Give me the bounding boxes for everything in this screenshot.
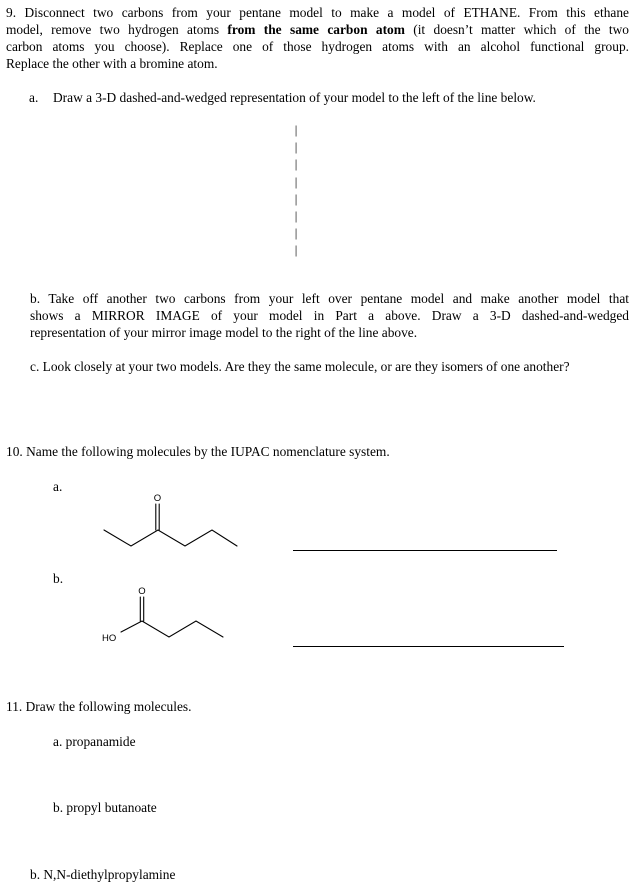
divider-mark: |: [294, 139, 298, 155]
q9b-line-1: b. Take off another two carbons from your left over pentane model and make another model that: [30, 291, 629, 306]
q11b-text: b. propyl butanoate: [53, 800, 157, 815]
q9a-text: Draw a 3-D dashed-and-wedged representation of your model to the left of the line below.: [53, 90, 536, 105]
divider-mark: |: [294, 122, 298, 137]
divider-mark: |: [294, 190, 298, 206]
molecule-a-oxygen: O: [153, 493, 162, 504]
divider-mark: |: [294, 173, 298, 189]
q9-line-4: Replace the other with a bromine atom.: [6, 56, 218, 71]
divider-mark: |: [294, 225, 298, 241]
q11-title: 11. Draw the following molecules.: [6, 699, 192, 714]
q9-bold-phrase: from the same carbon atom: [227, 22, 405, 37]
molecule-a-chain: [104, 530, 237, 546]
molecule-b-chain: [121, 621, 223, 637]
q10a-label: a.: [53, 479, 63, 494]
divider-mark: |: [294, 242, 298, 258]
q9c-text: c. Look closely at your two models. Are they the same molecule, or are they isomers of one another?: [30, 359, 570, 374]
q9-line-2-end: (it doesn’t matter which of the two: [404, 22, 629, 37]
q9-line-3: carbon atoms you choose). Replace one of those hydrogen atoms with an alcohol functional group.: [6, 39, 629, 54]
q9a-label: a.: [29, 90, 39, 105]
q10-title: 10. Name the following molecules by the IUPAC nomenclature system.: [6, 444, 390, 459]
divider-mark: |: [294, 208, 298, 224]
q11a-text: a. propanamide: [53, 734, 136, 749]
answer-line-b[interactable]: [293, 646, 564, 647]
divider-mark: |: [294, 156, 298, 172]
molecule-b-hydroxyl: HO: [102, 633, 117, 644]
q9b-line-3: representation of your mirror image model to the right of the line above.: [30, 325, 418, 340]
q10b-label: b.: [53, 571, 64, 586]
q9b-line-2: shows a MIRROR IMAGE of your model in Part a above. Draw a 3-D dashed-and-wedged: [30, 308, 629, 323]
q9-line-1: 9. Disconnect two carbons from your pentane model to make a model of ETHANE. From this ethane: [6, 5, 629, 20]
q11c-text: b. N,N-diethylpropylamine: [30, 867, 176, 882]
answer-line-a[interactable]: [293, 550, 557, 551]
molecule-b-oxygen: O: [138, 586, 146, 597]
q9-line-2-start: model, remove two hydrogen atoms: [6, 22, 228, 37]
